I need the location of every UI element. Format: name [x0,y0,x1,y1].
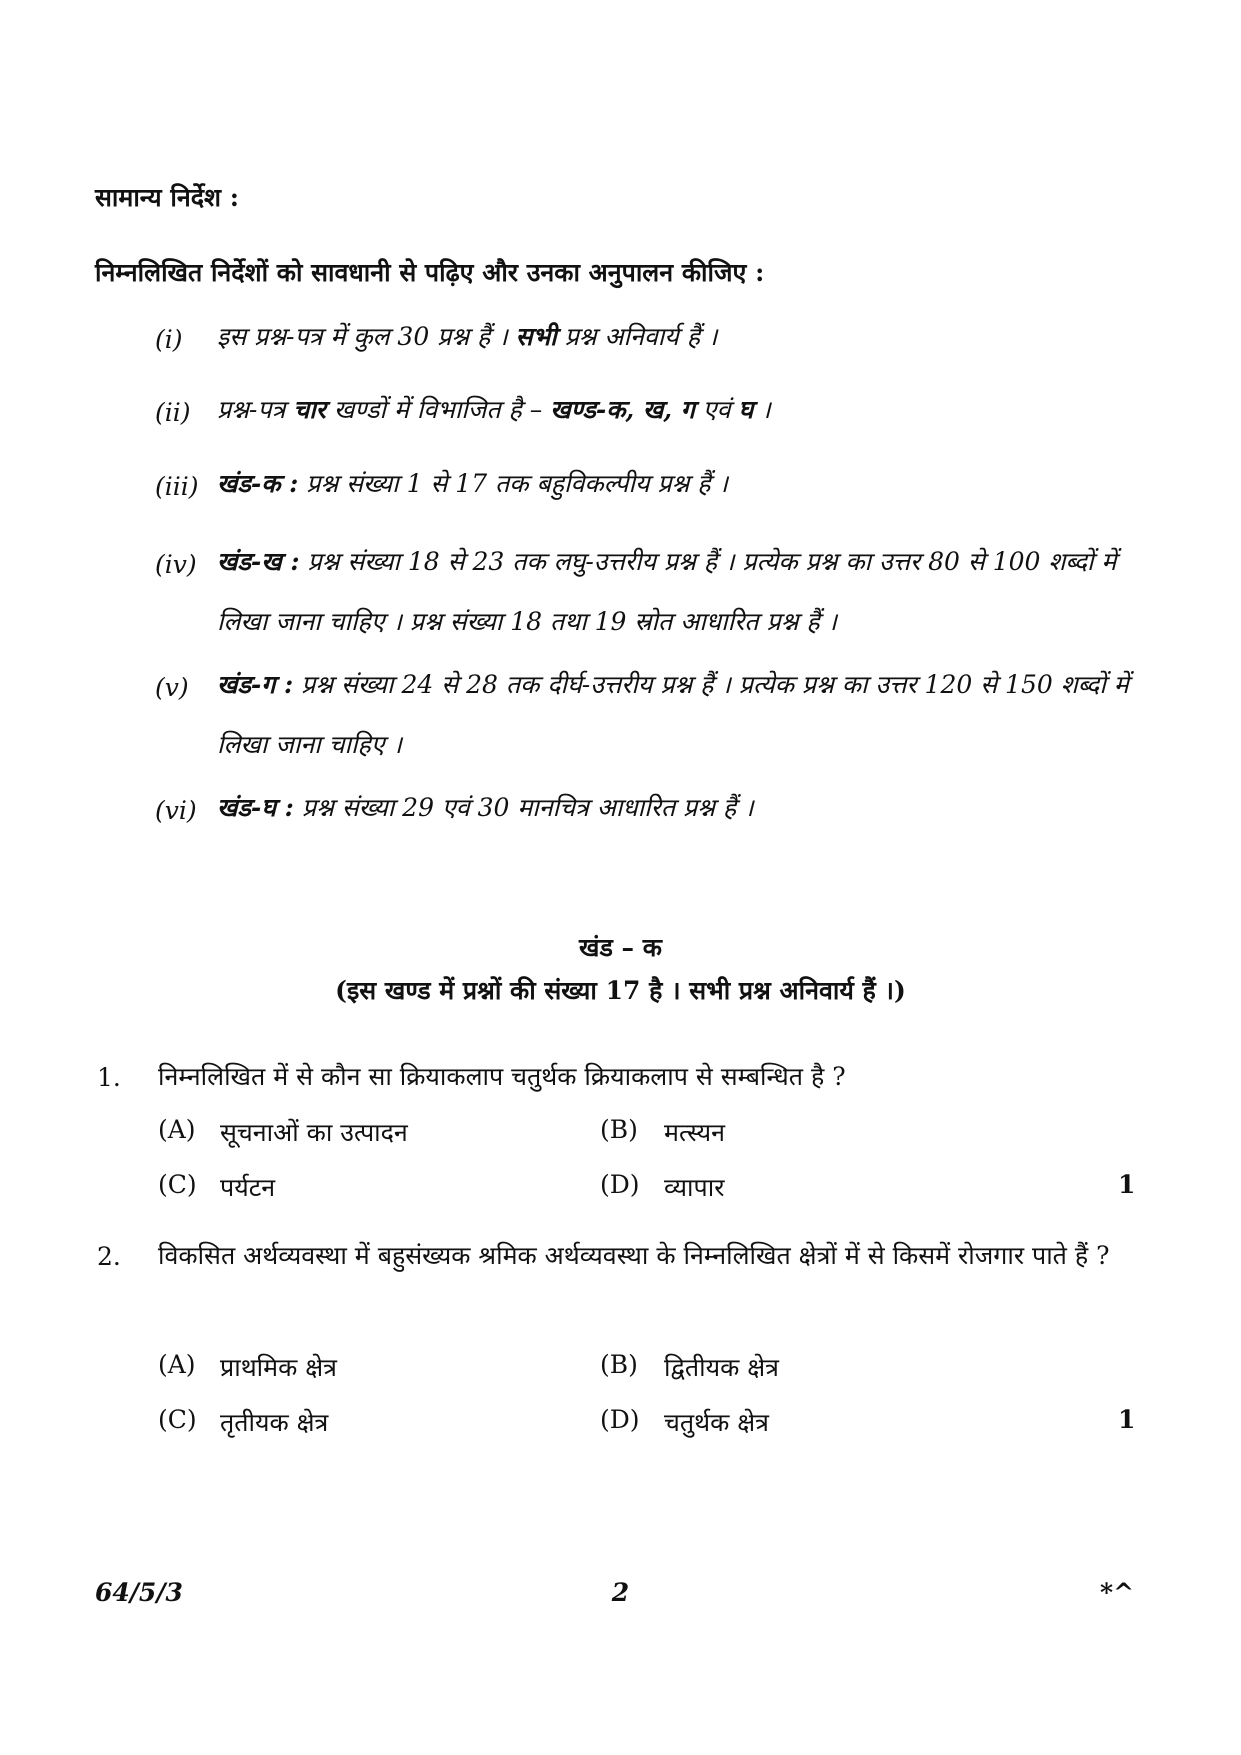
option-text: तृतीयक क्षेत्र [220,1408,329,1437]
instruction-number: (iii) [155,472,199,501]
option-letter: (B) [600,1115,638,1144]
instructions-heading: सामान्य निर्देश : [95,183,239,212]
option-letter: (D) [600,1170,640,1199]
question-marks: 1 [1118,1170,1136,1199]
option-letter: (D) [600,1405,640,1434]
instruction-text: प्रश्न-पत्र चार खण्डों में विभाजित है – खण्ड-क, ख, ग एवं घ । [217,395,771,424]
instruction-number: (v) [155,673,189,702]
option-text: पर्यटन [220,1173,276,1202]
option-text: मत्स्यन [664,1118,726,1147]
instruction-number: (vi) [155,796,197,825]
option-letter: (C) [158,1405,197,1434]
instruction-number: (i) [155,325,183,354]
question-text: विकसित अर्थव्यवस्था में बहुसंख्यक श्रमिक अर्थव्यवस्था के निम्नलिखित क्षेत्रों में से किसमें रोजगार पाते हैं ? [158,1241,1110,1270]
page-number: 2 [611,1578,630,1607]
section-title: खंड – क [579,933,662,962]
paper-code: 64/5/3 [95,1578,183,1607]
option-letter: (A) [158,1350,196,1379]
option-text: सूचनाओं का उत्पादन [220,1118,408,1147]
instruction-number: (iv) [155,550,197,579]
question-number: 1. [97,1063,121,1092]
question-number: 2. [97,1242,121,1271]
instruction-text: इस प्रश्न-पत्र में कुल 30 प्रश्न हैं । सभी प्रश्न अनिवार्य हैं । [217,322,718,351]
option-text: चतुर्थक क्षेत्र [664,1408,769,1437]
question-text: निम्नलिखित में से कौन सा क्रियाकलाप चतुर्थक क्रियाकलाप से सम्बन्धित है ? [158,1062,846,1091]
section-subtitle: (इस खण्ड में प्रश्नों की संख्या 17 है । सभी प्रश्न अनिवार्य हैं ।) [335,976,906,1005]
option-text: प्राथमिक क्षेत्र [220,1353,337,1382]
option-letter: (C) [158,1170,197,1199]
instruction-text: खंड-घ : प्रश्न संख्या 29 एवं 30 मानचित्र आधारित प्रश्न हैं । [217,793,754,822]
option-text: द्वितीयक क्षेत्र [664,1353,779,1382]
option-letter: (B) [600,1350,638,1379]
instruction-number: (ii) [155,398,191,427]
option-text: व्यापार [664,1173,725,1202]
question-marks: 1 [1118,1405,1136,1434]
instruction-text: खंड-क : प्रश्न संख्या 1 से 17 तक बहुविकल्पीय प्रश्न हैं । [217,469,728,498]
instructions-intro: निम्नलिखित निर्देशों को सावधानी से पढ़िए और उनका अनुपालन कीजिए : [95,258,765,287]
instruction-text: खंड-ग : प्रश्न संख्या 24 से 28 तक दीर्घ-उत्तरीय प्रश्न हैं । प्रत्येक प्रश्न का उत्तर 120 से 150 शब्दों में लिखा जाना चाहिए । [217,670,1129,759]
instruction-text: खंड-ख : प्रश्न संख्या 18 से 23 तक लघु-उत्तरीय प्रश्न हैं । प्रत्येक प्रश्न का उत्तर 80 से 100 शब्दों में लिखा जाना चाहिए । प्रश्न संख्या 18 तथा 19 स्रोत आधारित प्रश्न हैं । [217,547,1117,636]
footer-mark: *^ [1100,1578,1135,1607]
option-letter: (A) [158,1115,196,1144]
